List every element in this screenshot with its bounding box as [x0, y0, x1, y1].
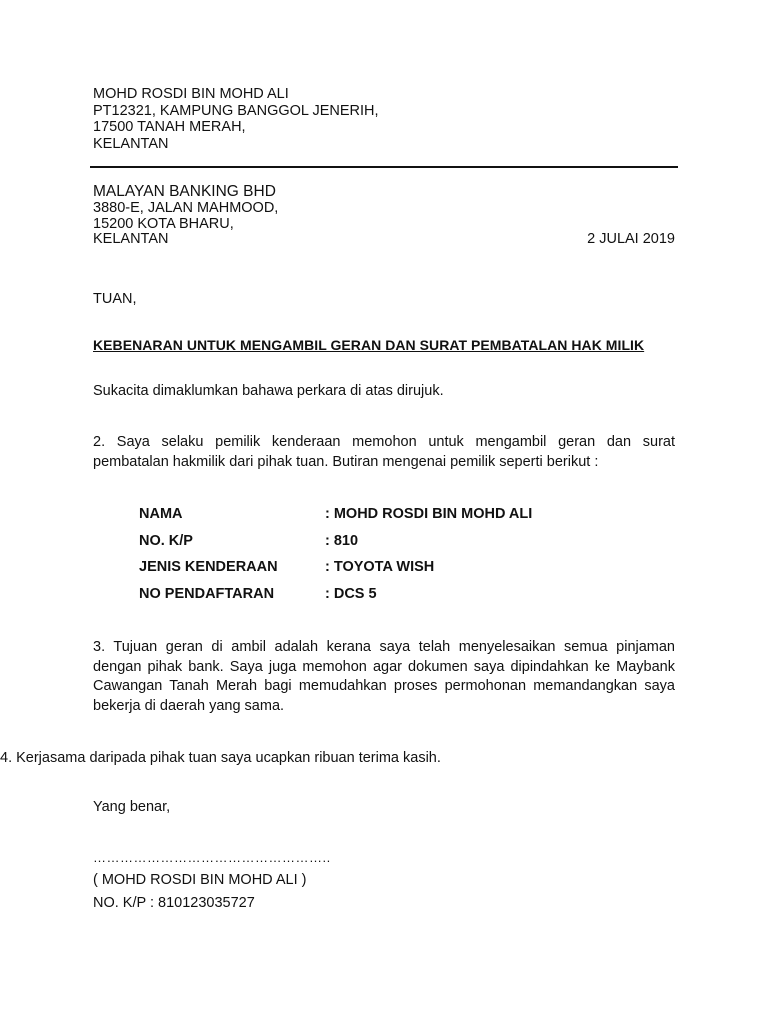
detail-value: : MOHD ROSDI BIN MOHD ALI [325, 506, 533, 522]
detail-value: : 810 [325, 532, 359, 549]
detail-value: : TOYOTA WISH [325, 559, 435, 576]
signatory-ic-number: NO. K/P : 810123035727 [93, 895, 255, 911]
paragraph-3: 3. Tujuan geran di ambil adalah kerana saya telah menyelesaikan semua pinjaman dengan pihak bank. Saya juga memohon agar dokumen saya dipindahkan ke Maybank Cawangan Tanah Merah bagi memudahkan proses permohonan memandangkan saya bekerja di daerah yang sama. [93, 639, 675, 714]
closing: Yang benar, [93, 799, 171, 815]
sender-address-line: PT12321, KAMPUNG BANGGOL JENERIH, [93, 102, 379, 119]
detail-label: NO. K/P [139, 532, 193, 549]
letter-subject: KEBENARAN UNTUK MENGAMBIL GERAN DAN SURAT PEMBATALAN HAK MILIK [93, 337, 645, 353]
salutation: TUAN, [93, 291, 137, 307]
paragraph-4: 4. Kerjasama daripada pihak tuan saya ucapkan ribuan terima kasih. [0, 750, 441, 766]
sender-address [93, 86, 379, 152]
signatory-name: ( MOHD ROSDI BIN MOHD ALI ) [93, 872, 307, 888]
recipient-name: MALAYAN BANKING BHD [93, 183, 276, 200]
sender-name: MOHD ROSDI BIN MOHD ALI [93, 86, 289, 102]
recipient-address-line: 3880-E, JALAN MAHMOOD, [93, 200, 279, 216]
signature-line: …………………………………………….. [93, 850, 331, 865]
header-divider [90, 166, 678, 168]
detail-label: NAMA [139, 506, 183, 522]
recipient-address-line: KELANTAN [93, 231, 169, 247]
detail-label: NO PENDAFTARAN [139, 586, 275, 603]
sender-address-line: KELANTAN [93, 135, 169, 152]
detail-label: JENIS KENDERAAN [139, 559, 278, 576]
recipient-address [93, 183, 278, 248]
recipient-address-line: 15200 KOTA BHARU, [93, 215, 234, 232]
paragraph-2: 2. Saya selaku pemilik kenderaan memohon untuk mengambil geran dan surat pembatalan hakmilik dari pihak tuan. Butiran mengenai pemilik seperti berikut : [93, 434, 675, 470]
detail-value: : DCS 5 [325, 586, 377, 603]
letter-date: 2 JULAI 2019 [587, 231, 675, 247]
paragraph-1: Sukacita dimaklumkan bahawa perkara di atas dirujuk. [93, 383, 444, 399]
sender-address-line: 17500 TANAH MERAH, [93, 119, 246, 135]
